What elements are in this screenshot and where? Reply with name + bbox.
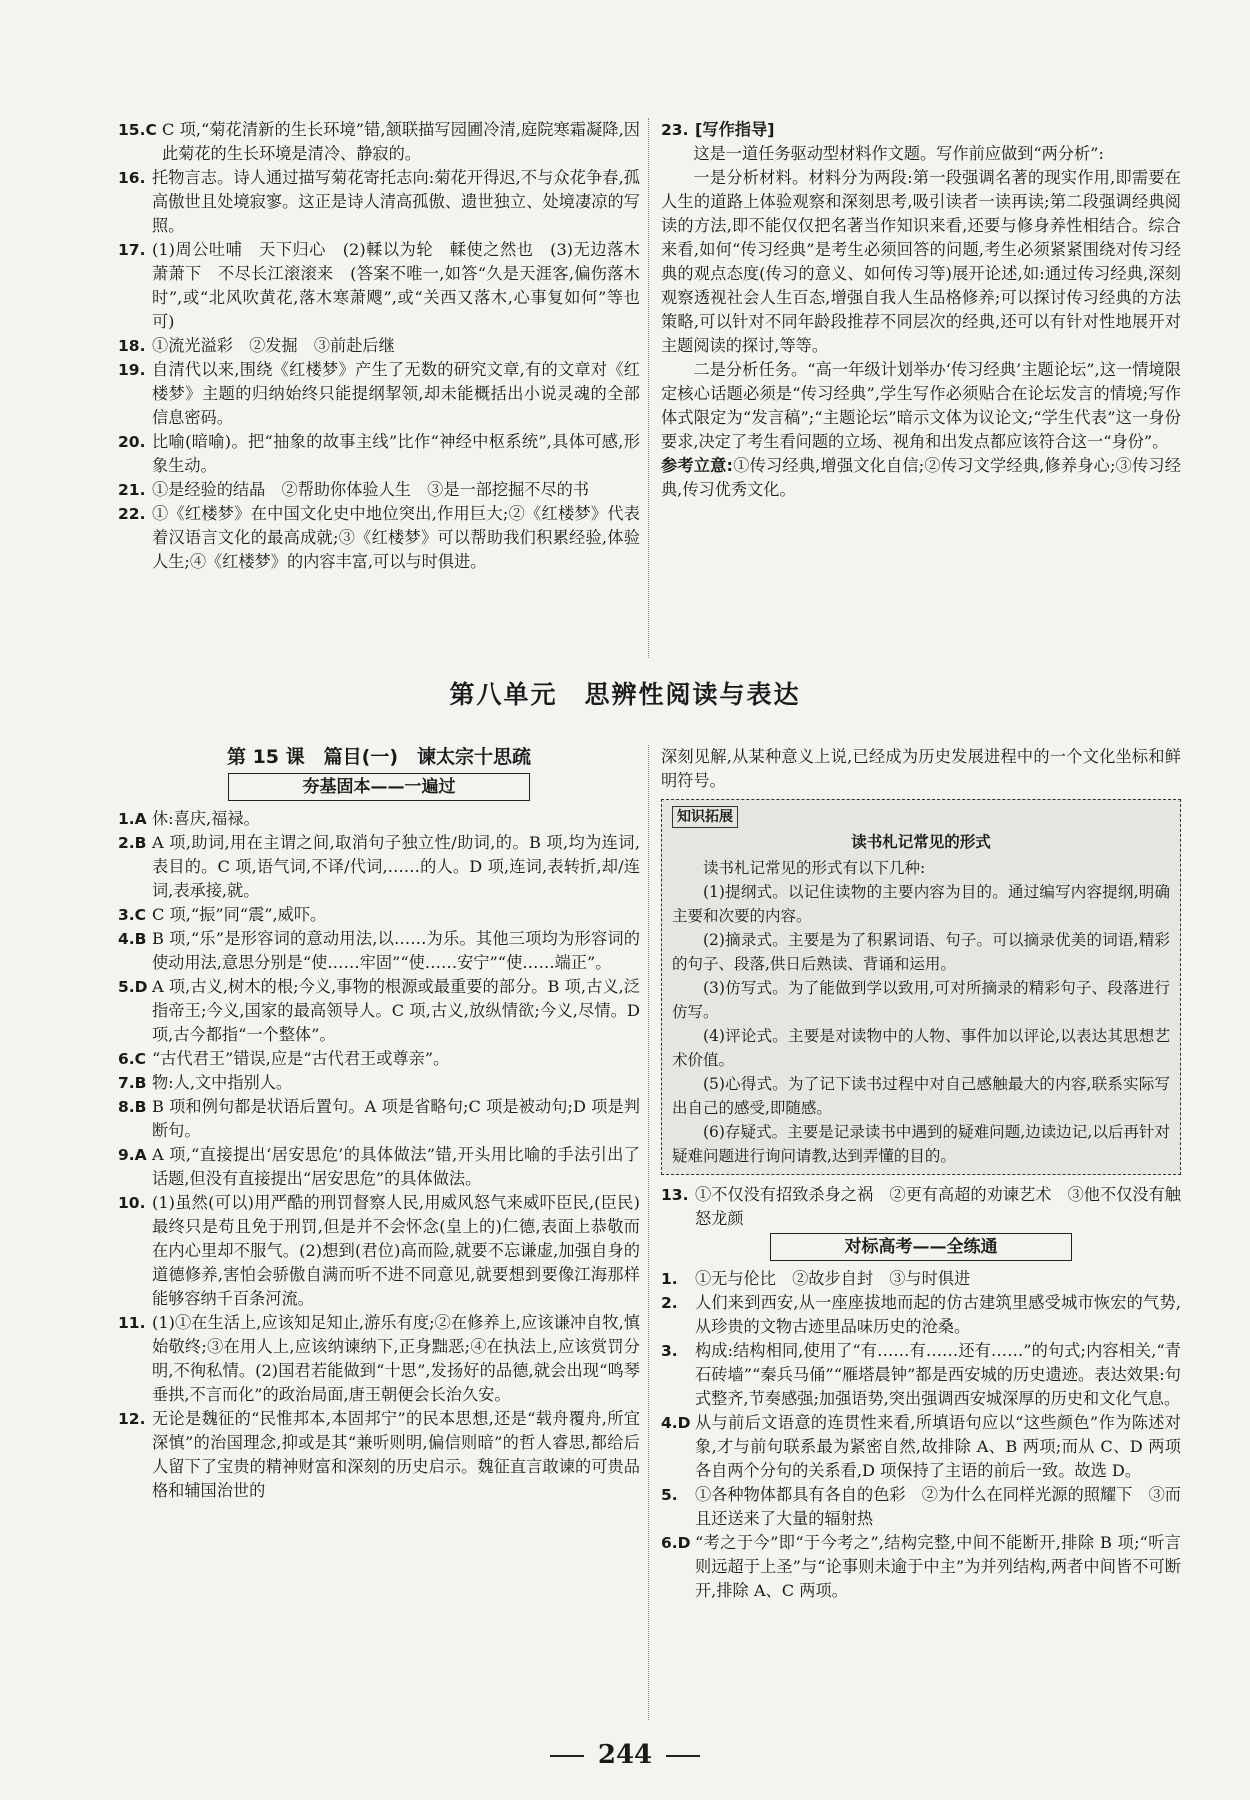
item-text: C 项,“菊花清新的生长环境”错,颔联描写园圃冷清,庭院寒霜凝降,因此菊花的生长环境是清冷、静寂的。 <box>162 120 640 163</box>
answer-item <box>118 334 640 358</box>
basic-answer-item <box>118 1407 640 1503</box>
knowledge-label: 知识拓展 <box>672 806 738 828</box>
item-number: 17. <box>118 241 146 259</box>
page-dash <box>550 1755 584 1757</box>
bottom-left-column <box>118 745 640 1503</box>
basic-answer-item <box>118 1191 640 1311</box>
item-number: 19. <box>118 361 146 379</box>
item-text: A 项,“直接提出‘居安思危’的具体做法”错,开头用比喻的手法引出了话题,但没有直接提出“居安思危”的具体做法。 <box>152 1145 640 1188</box>
reference-idea-label: 参考立意: <box>661 456 734 475</box>
item-text: “古代君王”错误,应是“古代君王或尊亲”。 <box>152 1049 450 1068</box>
item-text: 比喻(暗喻)。把“抽象的故事主线”比作“神经中枢系统”,具体可感,形象生动。 <box>152 432 640 475</box>
item-number: 11. <box>118 1314 146 1332</box>
item-number: 2. <box>661 1294 678 1312</box>
item-number: 6.D <box>661 1534 691 1552</box>
section-header-basic: 夯基固本——一遍过 <box>228 773 530 801</box>
item-number: 21. <box>118 481 146 499</box>
answer-item <box>118 238 640 334</box>
writing-guide-paragraph: 二是分析任务。“高一年级计划举办‘传习经典’主题论坛”,这一情境限定核心话题必须是“传习经典”,学生写作必须贴合在论坛发言的情境;写作体式限定为“发言稿”;“主题论坛”暗示文体为议论文;“学生代表”这一身份要求,决定了考生看问题的立场、视角和出发点都应该符合这一“身份”。 <box>661 360 1181 451</box>
answer-item <box>118 358 640 430</box>
item-number: 16. <box>118 169 146 187</box>
bottom-right-column <box>661 745 1181 1603</box>
knowledge-item: (3)仿写式。为了能做到学以致用,可对所摘录的精彩句子、段落进行仿写。 <box>672 979 1170 1021</box>
basic-answer-item <box>118 1143 640 1191</box>
item-text: ①《红楼梦》在中国文化史中地位突出,作用巨大;②《红楼梦》代表着汉语言文化的最高成就;③《红楼梦》可以帮助我们积累经验,体验人生;④《红楼梦》的内容丰富,可以与时俱进。 <box>152 504 640 571</box>
section-header-exam: 对标高考——全练通 <box>770 1233 1072 1261</box>
exam-answer-item <box>661 1267 1181 1291</box>
continued-text: 深刻见解,从某种意义上说,已经成为历史发展进程中的一个文化坐标和鲜明符号。 <box>661 747 1181 790</box>
basic-answer-item <box>118 927 640 975</box>
column-divider <box>648 745 649 1720</box>
answer-item <box>118 502 640 574</box>
item-number: 4.B <box>118 930 147 948</box>
item-text: C 项,“振”同“震”,威吓。 <box>152 905 327 924</box>
basic-answer-item <box>118 975 640 1047</box>
item-number: 9.A <box>118 1146 147 1164</box>
item-text: (1)虽然(可以)用严酷的刑罚督察人民,用威风怒气来威吓臣民,(臣民)最终只是苟且免于刑罚,但是并不会怀念(皇上的)仁德,表面上恭敬而在内心里却不服气。(2)想到(君位)高而险,就要不忘谦虚,加强自身的道德修养,害怕会骄傲自满而听不进不同意见,就要想到要像江海那样能够容纳千百条河流。 <box>152 1193 640 1308</box>
item-number: 18. <box>118 337 146 355</box>
answer-item-13 <box>661 1183 1181 1231</box>
exam-answer-item <box>661 1483 1181 1531</box>
basic-answer-item <box>118 1071 640 1095</box>
item-number: 3. <box>661 1342 678 1360</box>
knowledge-item: (2)摘录式。主要是为了积累词语、句子。可以摘录优美的词语,精彩的句子、段落,供日后熟读、背诵和运用。 <box>672 931 1170 973</box>
item-text: 自清代以来,围绕《红楼梦》产生了无数的研究文章,有的文章对《红楼梦》主题的归纳始终只能提纲挈领,却未能概括出小说灵魂的全部信息密码。 <box>152 360 640 427</box>
knowledge-item: (1)提纲式。以记住读物的主要内容为目的。通过编写内容提纲,明确主要和次要的内容。 <box>672 883 1170 925</box>
answer-item <box>118 430 640 478</box>
item-number: 8.B <box>118 1098 147 1116</box>
knowledge-item: (5)心得式。为了记下读书过程中对自己感触最大的内容,联系实际写出自己的感受,即随感。 <box>672 1075 1170 1117</box>
item-number: 22. <box>118 505 146 523</box>
item-text: ①不仅没有招致杀身之祸 ②更有高超的劝谏艺术 ③他不仅没有触怒龙颜 <box>695 1185 1181 1228</box>
answer-item-23 <box>661 118 1181 142</box>
unit-title: 第八单元 思辨性阅读与表达 <box>449 680 801 709</box>
answer-item <box>118 478 640 502</box>
item-number: 6.C <box>118 1050 147 1068</box>
item-number: 7.B <box>118 1074 147 1092</box>
column-divider <box>648 118 649 658</box>
item-text: 构成:结构相同,使用了“有……有……还有……”的句式;内容相关,“青石砖墙”“秦兵马俑”“雁塔晨钟”都是西安城的历史遗迹。表达效果:句式整齐,节奏感强;加强语势,突出强调西安城深厚的历史和文化气息。 <box>695 1341 1181 1408</box>
basic-answer-item <box>118 831 640 903</box>
answer-item <box>118 166 640 238</box>
item-text: B 项,“乐”是形容词的意动用法,以……为乐。其他三项均为形容词的使动用法,意思分别是“使……牢固”“使……安宁”“使……端正”。 <box>152 929 640 972</box>
exam-answer-list <box>661 1267 1181 1603</box>
item-number: 4.D <box>661 1414 691 1432</box>
knowledge-box <box>661 799 1181 1175</box>
item-number: 10. <box>118 1194 146 1212</box>
writing-guide-paragraph: 这是一道任务驱动型材料作文题。写作前应做到“两分析”: <box>693 144 1104 163</box>
knowledge-list <box>672 880 1170 1168</box>
knowledge-intro: 读书札记常见的形式有以下几种: <box>703 859 926 877</box>
basic-answer-item <box>118 1047 640 1071</box>
reference-idea <box>661 454 1181 502</box>
page-number-text: 244 <box>597 1740 653 1770</box>
item-number: 15.C <box>118 121 157 139</box>
basic-answer-item <box>118 807 640 831</box>
item-text: 人们来到西安,从一座座拔地而起的仿古建筑里感受城市恢宏的气势,从珍贵的文物古迹里品味历史的沧桑。 <box>695 1293 1181 1336</box>
writing-guide-paragraph: 一是分析材料。材料分为两段:第一段强调名著的现实作用,即需要在人生的道路上体验观察和深刻思考,吸引读者一读再读;第二段强调经典阅读的方法,即不能仅仅把名著当作知识来看,还要与修身养性相结合。综合来看,如何“传习经典”是考生必须回答的问题,考生必须紧紧围绕对传习经典的观点态度(传习的意义、如何传习等)展开论述,如:通过传习经典,深刻观察透视社会人生百态,增强自我人生品格修养;可以探讨传习经典的方法策略,可以针对不同年龄段推荐不同层次的经典,还可以有针对性地展开对主题阅读的探讨,等等。 <box>661 168 1181 355</box>
answer-item <box>118 118 640 166</box>
writing-guide-label: [写作指导] <box>695 120 775 139</box>
item-number: 13. <box>661 1186 689 1204</box>
item-text: ①是经验的结晶 ②帮助你体验人生 ③是一部挖掘不尽的书 <box>152 480 590 499</box>
item-text: 物:人,文中指别人。 <box>152 1073 293 1092</box>
item-text: 休:喜庆,福禄。 <box>152 809 260 828</box>
exam-answer-item <box>661 1411 1181 1483</box>
exam-answer-item <box>661 1291 1181 1339</box>
item-number: 20. <box>118 433 146 451</box>
item-text: 从与前后文语意的连贯性来看,所填语句应以“这些颜色”作为陈述对象,才与前句联系最为紧密自然,故排除 A、B 两项;而从 C、D 两项各自两个分句的关系看,D 项保持了主语的前后一致。故选 D。 <box>695 1413 1181 1480</box>
item-number: 12. <box>118 1410 146 1428</box>
item-text: 托物言志。诗人通过描写菊花寄托志向:菊花开得迟,不与众花争春,孤高傲世且处境寂寥。这正是诗人清高孤傲、遗世独立、处境凄凉的写照。 <box>152 168 640 235</box>
item-number: 5.D <box>118 978 148 996</box>
item-number: 1.A <box>118 810 147 828</box>
basic-answer-item <box>118 1095 640 1143</box>
page-dash <box>666 1755 700 1757</box>
item-text: (1)周公吐哺 天下归心 (2)輮以为轮 輮使之然也 (3)无边落木萧萧下 不尽长江滚滚来 (答案不唯一,如答“久是天涯客,偏伤落木时”,或“北风吹黄花,落木寒萧飕”,或“关西又落木,心事复如何”等也可) <box>152 240 640 331</box>
basic-answer-item <box>118 903 640 927</box>
item-number: 2.B <box>118 834 147 852</box>
top-left-column <box>118 118 640 574</box>
knowledge-title: 读书札记常见的形式 <box>851 833 991 851</box>
top-right-column <box>661 118 1181 502</box>
reference-idea-text: ①传习经典,增强文化自信;②传习文学经典,修养身心;③传习经典,传习优秀文化。 <box>661 456 1181 499</box>
exam-answer-item <box>661 1339 1181 1411</box>
item-number: 3.C <box>118 906 147 924</box>
item-number: 23. <box>661 121 689 139</box>
item-number: 1. <box>661 1270 678 1288</box>
item-number: 5. <box>661 1486 678 1504</box>
item-text: B 项和例句都是状语后置句。A 项是省略句;C 项是被动句;D 项是判断句。 <box>152 1097 640 1140</box>
item-text: A 项,助词,用在主谓之间,取消句子独立性/助词,的。B 项,均为连词,表目的。C 项,语气词,不译/代词,……的人。D 项,连词,表转折,却/连词,表承接,就。 <box>152 833 640 900</box>
item-text: ①无与伦比 ②故步自封 ③与时俱进 <box>695 1269 971 1288</box>
basic-answer-list <box>118 807 640 1503</box>
page-number <box>0 1740 1250 1770</box>
item-text: “考之于今”即“于今考之”,结构完整,中间不能断开,排除 B 项;“听言则远超于上圣”与“论事则未逾于中主”为并列结构,两者中间皆不可断开,排除 A、C 两项。 <box>695 1533 1181 1600</box>
item-text: 无论是魏征的“民惟邦本,本固邦宁”的民本思想,还是“载舟覆舟,所宜深慎”的治国理念,抑或是其“兼听则明,偏信则暗”的哲人睿思,都给后人留下了宝贵的精神财富和深刻的历史启示。魏征直言敢谏的可贵品格和辅国治世的 <box>152 1409 640 1500</box>
exam-answer-item <box>661 1531 1181 1603</box>
knowledge-item: (4)评论式。主要是对读物中的人物、事件加以评论,以表达其思想艺术价值。 <box>672 1027 1170 1069</box>
knowledge-item: (6)存疑式。主要是记录读书中遇到的疑难问题,边读边记,以后再针对疑难问题进行询问请教,达到弄懂的目的。 <box>672 1123 1170 1165</box>
item-text: ①流光溢彩 ②发掘 ③前赴后继 <box>152 336 395 355</box>
item-text: A 项,古义,树木的根;今义,事物的根源或最重要的部分。B 项,古义,泛指帝王;今义,国家的最高领导人。C 项,古义,放纵情欲;今义,尽情。D 项,古今都指“一个整体”。 <box>152 977 640 1044</box>
item-text: ①各种物体都具有各自的色彩 ②为什么在同样光源的照耀下 ③而且还送来了大量的辐射热 <box>695 1485 1181 1528</box>
basic-answer-item <box>118 1311 640 1407</box>
lesson-title: 第 15 课 篇目(一) 谏太宗十思疏 <box>226 746 532 768</box>
item-text: (1)①在生活上,应该知足知止,游乐有度;②在修养上,应该谦冲自牧,慎始敬终;③在用人上,应该纳谏纳下,正身黜恶;④在执法上,应该赏罚分明,不徇私情。(2)国君若能做到“十思”,发扬好的品德,就会出现“鸣琴垂拱,不言而化”的政治局面,唐王朝便会长治久安。 <box>152 1313 640 1404</box>
